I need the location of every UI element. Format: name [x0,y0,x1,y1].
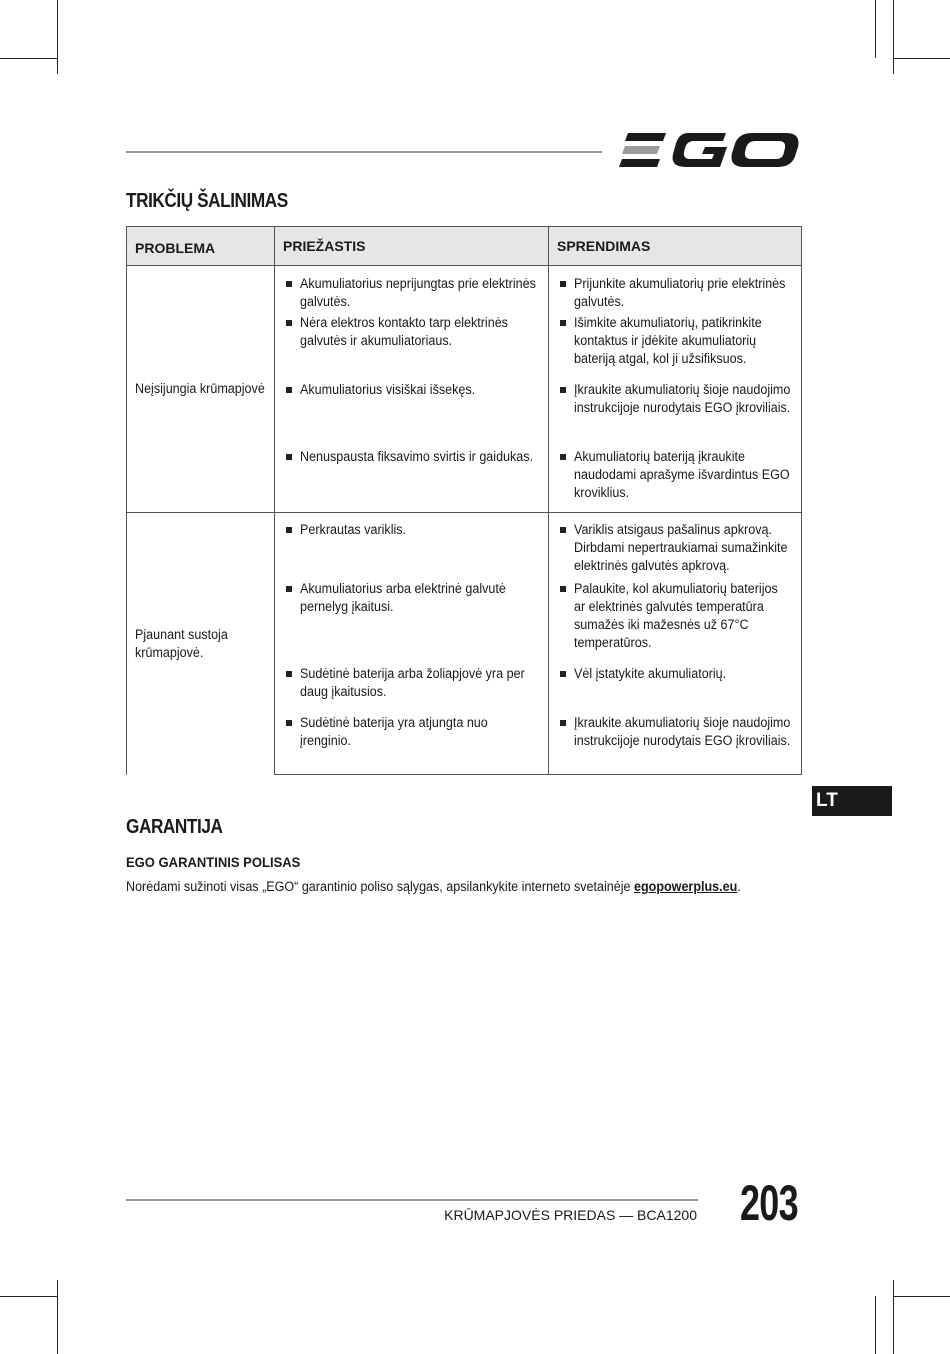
header-rule [126,151,602,153]
warranty-subtitle: EGO GARANTINIS POLISAS [126,854,301,870]
warranty-title: GARANTIJA [126,816,223,838]
header-solution: SPRENDIMAS [549,227,802,266]
solution-cell [549,314,802,381]
crop-mark [875,1296,876,1354]
table-row [127,266,802,315]
crop-mark [893,0,894,74]
troubleshooting-title: TRIKČIŲ ŠALINIMAS [126,190,288,212]
cause-item: Akumuliatorius neprijungtas prie elektrinės galvutės. [283,275,540,311]
solution-item: Įkraukite akumuliatorių šioje naudojimo instrukcijoje nurodytais EGO įkroviliais. [557,381,793,417]
table-row [127,513,802,581]
warranty-text: Norėdami sužinoti visas „EGO“ garantinio poliso sąlygas, apsilankykite interneto svetainėje egopowerplus.eu. [126,879,741,894]
warranty-body: Norėdami sužinoti visas „EGO“ garantinio poliso sąlygas, apsilankykite interneto svetainėje [126,879,635,894]
footer-text: KRŪMAPJOVĖS PRIEDAS — BCA1200 [444,1207,697,1223]
crop-mark [57,0,58,74]
page-number: 203 [740,1175,798,1231]
solution-item: Akumuliatorių bateriją įkraukite naudodami aprašyme išvardintus EGO kroviklius. [557,448,793,502]
solution-cell [549,381,802,448]
troubleshooting-table [126,226,802,775]
cause-cell [275,314,549,381]
problem-text: Pjaunant sustoja krūmapjovė. [135,626,228,660]
cause-item: Sudėtinė baterija arba žoliapjovė yra per daug įkaitusios. [283,665,540,701]
problem-cell [127,266,275,513]
crop-mark [893,1296,950,1297]
header-problem: PROBLEMA [127,227,275,266]
header-cause: PRIEŽASTIS [275,227,549,266]
ego-logo [616,128,800,174]
crop-mark [57,1280,58,1354]
crop-mark [893,58,950,59]
solution-cell [549,513,802,581]
language-tab: LT [812,786,892,816]
cause-cell [275,448,549,513]
cause-item: Nenuspausta fiksavimo svirtis ir gaidukas. [283,448,540,466]
crop-mark [893,1280,894,1354]
solution-cell [549,448,802,513]
problem-cell [127,513,275,775]
solution-item: Vėl įstatykite akumuliatorių. [557,665,793,683]
crop-mark [0,1296,57,1297]
cause-cell [275,266,549,315]
crop-mark [875,0,876,58]
solution-item: Palaukite, kol akumuliatorių baterijos ar elektrinės galvutės temperatūra sumažės iki mažesnės už 67°C temperatūros. [557,580,793,652]
cause-item: Akumuliatorius visiškai išsekęs. [283,381,540,399]
solution-cell [549,580,802,665]
cause-item: Akumuliatorius arba elektrinė galvutė pernelyg įkaitusi. [283,580,540,616]
solution-item: Prijunkite akumuliatorių prie elektrinės galvutės. [557,275,793,311]
cause-item: Sudėtinė baterija yra atjungta nuo įrenginio. [283,714,540,750]
cause-cell [275,665,549,714]
crop-mark [0,58,57,59]
problem-text: Neįsijungia krūmapjovė [135,381,265,396]
warranty-link[interactable]: egopowerplus.eu [634,879,738,894]
cause-cell [275,580,549,665]
solution-item: Įkraukite akumuliatorių šioje naudojimo instrukcijoje nurodytais EGO įkroviliais. [557,714,793,750]
solution-cell [549,665,802,714]
solution-item: Variklis atsigaus pašalinus apkrovą. Dirbdami nepertraukiamai sumažinkite elektrinės galvutės apkrovą. [557,521,793,575]
solution-cell [549,266,802,315]
cause-item: Nėra elektros kontakto tarp elektrinės galvutės ir akumuliatoriaus. [283,314,540,350]
footer-rule [126,1199,698,1201]
cause-cell [275,381,549,448]
solution-item: Išimkite akumuliatorių, patikrinkite kontaktus ir įdėkite akumuliatorių bateriją atgal, kol ji užsifiksuos. [557,314,793,368]
cause-item: Perkrautas variklis. [283,521,540,539]
table-header-row [127,227,802,266]
cause-cell [275,513,549,581]
cause-cell [275,714,549,775]
solution-cell [549,714,802,775]
